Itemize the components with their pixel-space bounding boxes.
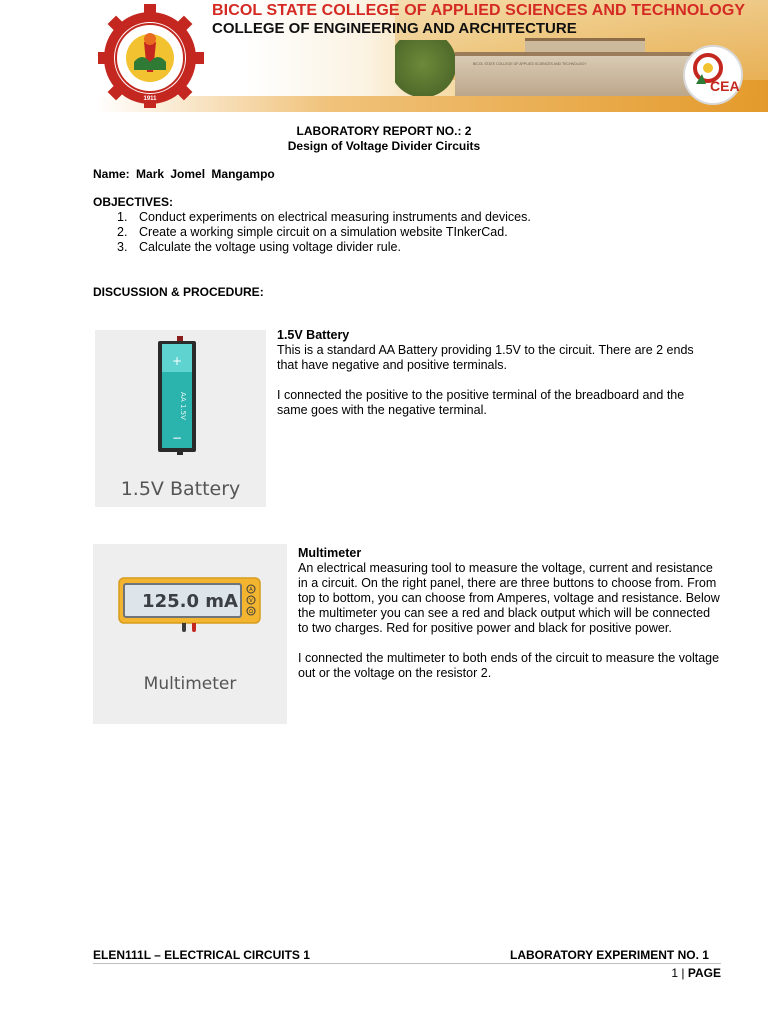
- page-number: 1: [671, 966, 679, 980]
- battery-section: [277, 328, 717, 418]
- battery-plus-icon: +: [171, 354, 183, 368]
- multimeter-title: Multimeter: [298, 546, 362, 560]
- multimeter-image: [93, 544, 287, 724]
- college-seal-logo: [98, 4, 208, 108]
- multimeter-procedure: I connected the multimeter to both ends of the circuit to measure the voltage out or the voltage on the resistor 2.: [298, 651, 720, 680]
- multimeter-description: An electrical measuring tool to measure the voltage, current and resistance in a circuit. On the right panel, there are three buttons to choose from. From top to bottom, you can choose from Amperes, voltage and resistance. Below the multimeter you can see a red and black output which will be connected to two charges. Red for positive power and black for positive power.: [298, 561, 720, 635]
- objective-number: 3.: [117, 240, 128, 254]
- name-value: Mark Jomel Mangampo: [136, 167, 275, 181]
- objectives-list: [117, 210, 677, 255]
- name-label: Name:: [93, 167, 130, 181]
- report-subtitle: Design of Voltage Divider Circuits: [287, 139, 481, 153]
- objective-number: 1.: [117, 210, 128, 224]
- battery-title: 1.5V Battery: [277, 328, 350, 342]
- seal-year: 1911: [143, 96, 157, 102]
- battery-side-label: AA 1.5V: [179, 392, 187, 420]
- objective-item: [117, 225, 677, 240]
- battery-description: This is a standard AA Battery providing 1.5V to the circuit. There are 2 ends that have negative and positive terminals.: [277, 343, 694, 372]
- page-number-line: [671, 966, 721, 980]
- discussion-heading: DISCUSSION & PROCEDURE:: [93, 285, 264, 299]
- battery-minus-icon: −: [171, 431, 183, 445]
- objective-item: [117, 210, 677, 225]
- report-title: LABORATORY REPORT NO.: 2: [296, 124, 472, 138]
- ohms-button-icon: Ω: [249, 609, 253, 615]
- page-separator: |: [678, 966, 688, 980]
- battery-image-caption: 1.5V Battery: [120, 478, 241, 500]
- cea-badge-text: CEA: [710, 78, 740, 94]
- volts-button-icon: V: [249, 598, 253, 604]
- footer-course: ELEN111L – ELECTRICAL CIRCUITS 1: [93, 948, 310, 962]
- page-label: PAGE: [687, 966, 721, 980]
- battery-procedure: I connected the positive to the positive terminal of the breadboard and the same goes with the negative terminal.: [277, 388, 685, 417]
- objectives-heading: OBJECTIVES:: [93, 195, 174, 209]
- objective-number: 2.: [117, 225, 128, 239]
- objective-item: [117, 240, 677, 255]
- objective-text: Conduct experiments on electrical measuring instruments and devices.: [139, 210, 531, 224]
- battery-image: [95, 330, 266, 507]
- college-subtitle: COLLEGE OF ENGINEERING AND ARCHITECTURE: [212, 20, 577, 37]
- multimeter-section: [298, 546, 720, 681]
- building-sign: BICOL STATE COLLEGE OF APPLIED SCIENCES AND TECHNOLOGY: [473, 62, 587, 66]
- amps-button-icon: A: [249, 587, 253, 593]
- multimeter-display-reading: 125.0 mA: [142, 591, 238, 612]
- footer-divider: [93, 963, 721, 964]
- footer-experiment: LABORATORY EXPERIMENT NO. 1: [510, 948, 709, 962]
- objective-text: Calculate the voltage using voltage divider rule.: [139, 240, 401, 254]
- objective-text: Create a working simple circuit on a simulation website TInkerCad.: [139, 225, 508, 239]
- college-name: BICOL STATE COLLEGE OF APPLIED SCIENCES AND TECHNOLOGY: [212, 2, 746, 19]
- multimeter-image-caption: Multimeter: [143, 674, 237, 694]
- name-line: [93, 167, 275, 181]
- cea-logo: [682, 44, 744, 106]
- multimeter-icon: [93, 544, 287, 724]
